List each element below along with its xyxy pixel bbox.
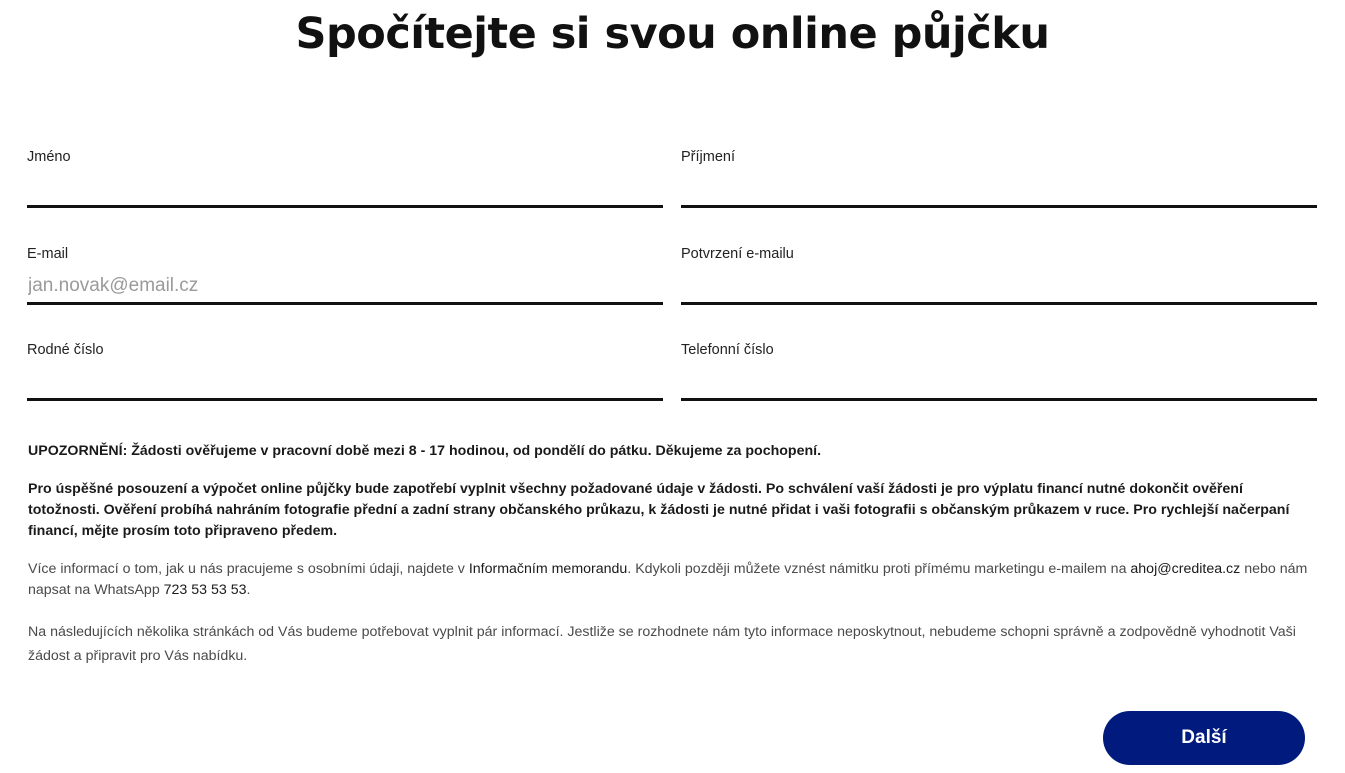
requirements-notice: Pro úspěšné posouzení a výpočet online půjčky bude zapotřebí vyplnit všechny požadované údaje v žádosti. Po schválení vaší žádosti je pro výplatu financí nutné dokončit ověření totožnosti. Ověření probíhá nahráním fotografie přední a zadní strany občanského průkazu, k žádosti je nutné přidat i vaši fotografii s občanským průkazem v ruce. Pro rychlejší načerpaní financí, mějte prosím toto připraveno předem. bbox=[28, 481, 1290, 539]
privacy-notice bbox=[28, 559, 1318, 601]
email-field bbox=[27, 245, 663, 317]
first-name-label: Jméno bbox=[27, 149, 71, 165]
phone-field bbox=[681, 341, 1317, 413]
email-label: E-mail bbox=[27, 246, 69, 262]
phone-input[interactable] bbox=[681, 365, 1317, 401]
email-confirm-input[interactable] bbox=[681, 269, 1317, 305]
last-name-input[interactable] bbox=[681, 172, 1317, 208]
last-name-label: Příjmení bbox=[681, 149, 735, 165]
whatsapp-phone-link[interactable]: 723 53 53 53 bbox=[163, 582, 247, 598]
email-confirm-label: Potvrzení e-mailu bbox=[681, 246, 794, 262]
phone-label: Telefonní číslo bbox=[681, 342, 774, 358]
email-confirm-field bbox=[681, 245, 1317, 317]
birth-number-field bbox=[27, 341, 663, 413]
first-name-input[interactable] bbox=[27, 172, 663, 208]
memorandum-link[interactable]: Informačním memorandu bbox=[468, 561, 628, 577]
next-pages-notice: Na následujících několika stránkách od Vás budeme potřebovat vyplnit pár informací. Jestliže se rozhodnete nám tyto informace neposkytnout, nebudeme schopni správně a zodpovědně vyhodnotit Vaši žádost a připravit pro Vás nabídku. bbox=[28, 624, 1296, 664]
privacy-text-end: . bbox=[246, 582, 251, 598]
first-name-field bbox=[27, 148, 663, 220]
contact-email-link[interactable]: ahoj@creditea.cz bbox=[1130, 561, 1241, 577]
email-input[interactable] bbox=[27, 269, 663, 305]
birth-number-input[interactable] bbox=[27, 365, 663, 401]
privacy-text-or: nebo nám napsat na WhatsApp bbox=[28, 561, 1308, 598]
page-title: Spočítejte si svou online půjčku bbox=[295, 9, 1050, 59]
next-button[interactable]: Další bbox=[1103, 711, 1305, 765]
working-hours-notice: UPOZORNĚNÍ: Žádosti ověřujeme v pracovní době mezi 8 - 17 hodinou, od pondělí do pátku. Děkujeme za pochopení. bbox=[28, 443, 822, 459]
privacy-text-middle: . Kdykoli později můžete vznést námitku proti přímému marketingu e-mailem na bbox=[627, 561, 1131, 577]
last-name-field bbox=[681, 148, 1317, 220]
birth-number-label: Rodné číslo bbox=[27, 342, 104, 358]
privacy-text-prefix: Více informací o tom, jak u nás pracujeme s osobními údaji, najdete v bbox=[28, 561, 469, 577]
